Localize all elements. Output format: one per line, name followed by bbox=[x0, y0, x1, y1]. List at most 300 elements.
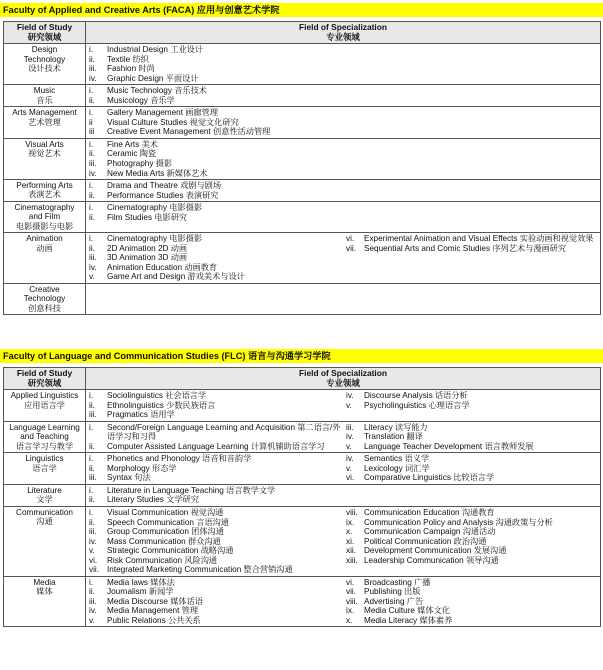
item-label: Comparative Linguistics 比较语言学 bbox=[364, 473, 495, 483]
item-label: Animation Education 动画教育 bbox=[107, 262, 218, 272]
item-number: vi. bbox=[89, 555, 98, 565]
list-item bbox=[86, 191, 600, 201]
item-number: i. bbox=[89, 108, 94, 118]
item-number: ix. bbox=[346, 606, 355, 616]
item-label: Sociolinguistics 社会语言学 bbox=[107, 391, 207, 401]
field-of-study-cell bbox=[4, 107, 86, 139]
list-item bbox=[86, 423, 343, 442]
item-label: Phonetics and Phonology 语音和音韵学 bbox=[107, 454, 252, 464]
item-number: iii. bbox=[346, 422, 354, 432]
field-of-study-label: 音乐 bbox=[36, 95, 53, 105]
item-number: ii. bbox=[89, 243, 95, 253]
specialization-column-left bbox=[86, 508, 343, 575]
item-number: vi. bbox=[346, 234, 355, 244]
list-item bbox=[86, 556, 343, 566]
specialization-cell bbox=[86, 180, 601, 202]
list-item bbox=[86, 108, 600, 118]
item-number: viii. bbox=[346, 596, 358, 606]
field-of-study-label: Technology bbox=[23, 294, 66, 304]
list-item bbox=[343, 537, 600, 547]
item-label: Ethnolinguistics 少数民族语言 bbox=[107, 400, 216, 410]
list-item bbox=[86, 253, 343, 263]
item-label: Mass Communication 群众沟通 bbox=[107, 536, 221, 546]
item-label: Broadcasting 广播 bbox=[364, 577, 431, 587]
list-item bbox=[86, 527, 343, 537]
item-number: i. bbox=[89, 454, 94, 464]
item-number: i. bbox=[89, 139, 94, 149]
item-label: Political Communication 政治沟通 bbox=[364, 536, 487, 546]
specialization-cell bbox=[86, 107, 601, 139]
item-number: iv. bbox=[346, 432, 354, 442]
list-item bbox=[86, 213, 600, 223]
item-label: Pragmatics 语用学 bbox=[107, 410, 175, 420]
item-label: Lexicology 词汇学 bbox=[364, 463, 430, 473]
list-item bbox=[86, 597, 343, 607]
field-of-study-label: and Teaching bbox=[20, 432, 69, 442]
list-item bbox=[86, 587, 343, 597]
list-item bbox=[86, 149, 600, 159]
list-item bbox=[86, 401, 343, 411]
item-number: ii. bbox=[89, 441, 95, 451]
table-row bbox=[4, 453, 601, 485]
specialization-cell bbox=[86, 453, 601, 485]
item-number: x. bbox=[346, 527, 353, 537]
item-number: v. bbox=[89, 272, 95, 282]
item-number: iii. bbox=[89, 64, 97, 74]
list-item bbox=[343, 401, 600, 411]
list-item bbox=[86, 391, 343, 401]
item-number: iv. bbox=[346, 391, 354, 401]
list-item bbox=[86, 181, 600, 191]
field-of-study-label: and Film bbox=[28, 212, 61, 222]
item-label: Semantics 语义学 bbox=[364, 454, 430, 464]
list-item bbox=[86, 118, 600, 128]
item-number: iv. bbox=[89, 606, 97, 616]
specialization-cell bbox=[86, 506, 601, 576]
table-header-row bbox=[4, 368, 601, 390]
item-number: i. bbox=[89, 485, 94, 495]
list-item bbox=[343, 508, 600, 518]
table-row bbox=[4, 85, 601, 107]
item-label: Music Technology 音乐技术 bbox=[107, 86, 207, 96]
item-number: i. bbox=[89, 203, 94, 213]
list-item bbox=[86, 473, 343, 483]
header-field-of-specialization: Field of Specialization 专业领域 bbox=[86, 368, 601, 390]
item-number: v. bbox=[346, 463, 352, 473]
specialization-column-right bbox=[343, 423, 600, 452]
list-item bbox=[343, 606, 600, 616]
item-number: ii. bbox=[89, 54, 95, 64]
table-row bbox=[4, 180, 601, 202]
list-item bbox=[343, 473, 600, 483]
list-item bbox=[86, 508, 343, 518]
list-item bbox=[343, 578, 600, 588]
field-of-study-cell bbox=[4, 138, 86, 179]
list-item bbox=[343, 546, 600, 556]
item-number: i. bbox=[89, 577, 94, 587]
item-number: vii. bbox=[346, 243, 357, 253]
specialization-column-left bbox=[86, 454, 343, 483]
specialization-cell bbox=[86, 138, 601, 179]
item-label: Game Art and Design 游戏美术与设计 bbox=[107, 272, 245, 282]
specialization-column-left bbox=[86, 140, 600, 178]
list-item bbox=[343, 464, 600, 474]
item-label: Media Management 管理 bbox=[107, 606, 199, 616]
list-item bbox=[86, 64, 600, 74]
header-field-of-study: Field of Study 研究领域 bbox=[4, 22, 86, 44]
item-number: i. bbox=[89, 86, 94, 96]
list-item bbox=[86, 86, 600, 96]
list-item bbox=[86, 169, 600, 179]
item-label: Industrial Design 工业设计 bbox=[107, 45, 204, 55]
specialization-cell bbox=[86, 421, 601, 453]
field-of-study-label: 电影摄影与电影 bbox=[15, 221, 74, 231]
field-of-study-label: Performing Arts bbox=[16, 181, 73, 191]
item-label: Computer Assisted Language Learning 计算机辅助语言学习 bbox=[107, 441, 325, 451]
item-label: Fashion 时尚 bbox=[107, 64, 155, 74]
specialization-column-left bbox=[86, 181, 600, 200]
table-row bbox=[4, 576, 601, 627]
list-item bbox=[343, 616, 600, 626]
faculty-title: Faculty of Language and Communication Studies (FLC) 语言与沟通学习学院 bbox=[0, 349, 603, 363]
item-number: i. bbox=[89, 45, 94, 55]
list-item bbox=[343, 442, 600, 452]
item-label: Communication Education 沟通教育 bbox=[364, 507, 495, 517]
item-label: 3D Animation 3D 动画 bbox=[107, 253, 188, 263]
field-of-study-label: Linguistics bbox=[25, 454, 64, 464]
specialization-column-left bbox=[86, 423, 343, 452]
item-label: Cinematography 电影摄影 bbox=[107, 234, 203, 244]
table-row bbox=[4, 138, 601, 179]
list-item bbox=[343, 518, 600, 528]
specialization-cell bbox=[86, 202, 601, 233]
item-label: Photography 摄影 bbox=[107, 158, 173, 168]
field-of-study-label: 动画 bbox=[36, 243, 53, 253]
specialization-column-left bbox=[86, 203, 600, 222]
list-item bbox=[86, 96, 600, 106]
field-of-study-label: Visual Arts bbox=[25, 139, 64, 149]
item-number: iii. bbox=[89, 410, 97, 420]
flc-table bbox=[3, 367, 601, 627]
item-number: vii. bbox=[346, 587, 357, 597]
item-number: iii. bbox=[89, 527, 97, 537]
item-label: Publishing 出版 bbox=[364, 587, 421, 597]
item-label: Translation 翻译 bbox=[364, 432, 423, 442]
item-label: Experimental Animation and Visual Effects 实验动画和视觉效果 bbox=[364, 234, 594, 244]
specialization-column-right bbox=[343, 508, 600, 575]
specialization-column-right bbox=[343, 391, 600, 420]
item-number: ii. bbox=[89, 212, 95, 222]
list-item bbox=[343, 423, 600, 433]
specialization-cell bbox=[86, 44, 601, 85]
item-label: Language Teacher Development 语言教师发展 bbox=[364, 441, 534, 451]
item-number: ii. bbox=[89, 587, 95, 597]
field-of-study-label: 语言学习与教学 bbox=[15, 441, 74, 451]
field-of-study-label: Design bbox=[31, 45, 58, 55]
faculty-flc bbox=[0, 349, 603, 627]
item-label: Syntax 句法 bbox=[107, 473, 151, 483]
faca-rows bbox=[4, 44, 601, 315]
item-label: Gallery Management 画廊管理 bbox=[107, 108, 219, 118]
item-number: ii. bbox=[89, 495, 95, 505]
field-of-study-label: Media bbox=[33, 577, 56, 587]
item-number: ii. bbox=[89, 149, 95, 159]
field-of-study-label: 沟通 bbox=[36, 517, 53, 527]
list-item bbox=[86, 263, 343, 273]
specialization-column-left bbox=[86, 486, 600, 505]
item-number: v. bbox=[89, 546, 95, 556]
item-number: vi. bbox=[346, 577, 355, 587]
item-number: iv. bbox=[89, 536, 97, 546]
field-of-study-label: Arts Management bbox=[12, 108, 77, 118]
header-field-of-study: Field of Study 研究领域 bbox=[4, 368, 86, 390]
table-row bbox=[4, 484, 601, 506]
item-label: Integrated Marketing Communication 整合营销沟通 bbox=[107, 565, 293, 575]
list-item bbox=[86, 74, 600, 84]
item-number: i. bbox=[89, 234, 94, 244]
item-label: Morphology 形态学 bbox=[107, 463, 177, 473]
field-of-study-cell bbox=[4, 44, 86, 85]
table-row bbox=[4, 107, 601, 139]
item-label: Communication Policy and Analysis 沟通政策与分析 bbox=[364, 517, 553, 527]
specialization-column-left bbox=[86, 578, 343, 626]
item-number: v. bbox=[89, 615, 95, 625]
list-item bbox=[343, 244, 600, 254]
list-item bbox=[86, 410, 343, 420]
list-item bbox=[86, 537, 343, 547]
item-number: iv. bbox=[89, 168, 97, 178]
list-item bbox=[86, 234, 343, 244]
item-label: Second/Foreign Language Learning and Acquisition 第二语言/外语学习和习得 bbox=[107, 422, 341, 442]
list-item bbox=[86, 495, 600, 505]
field-of-study-label: Creative bbox=[29, 284, 60, 294]
list-item bbox=[343, 527, 600, 537]
specialization-column-left bbox=[86, 86, 600, 105]
field-of-study-label: 应用语言学 bbox=[24, 400, 65, 410]
table-header-row bbox=[4, 22, 601, 44]
specialization-column-left bbox=[86, 108, 600, 137]
field-of-study-label: 文学 bbox=[36, 495, 53, 505]
specialization-column-left bbox=[86, 45, 600, 83]
specialization-cell bbox=[86, 484, 601, 506]
field-of-study-label: 视觉艺术 bbox=[28, 149, 61, 159]
item-number: v. bbox=[346, 441, 352, 451]
table-row bbox=[4, 283, 601, 314]
field-of-study-label: Animation bbox=[26, 234, 63, 244]
field-of-study-label: 媒体 bbox=[36, 587, 53, 597]
item-number: xiii. bbox=[346, 555, 358, 565]
item-number: iii. bbox=[89, 596, 97, 606]
specialization-cell bbox=[86, 233, 601, 284]
list-item bbox=[86, 578, 343, 588]
item-label: Communication Campaign 沟通活动 bbox=[364, 527, 496, 537]
item-number: v. bbox=[346, 400, 352, 410]
header-field-of-specialization: Field of Specialization 专业领域 bbox=[86, 22, 601, 44]
item-label: Fine Arts 美术 bbox=[107, 139, 158, 149]
item-label: Literary Studies 文学研究 bbox=[107, 495, 199, 505]
field-of-study-cell bbox=[4, 390, 86, 422]
list-item bbox=[86, 55, 600, 65]
list-item bbox=[343, 234, 600, 244]
item-label: Discourse Analysis 话语分析 bbox=[364, 391, 468, 401]
item-number: iii. bbox=[89, 158, 97, 168]
item-number: i. bbox=[89, 422, 94, 432]
item-number: xii. bbox=[346, 546, 357, 556]
list-item bbox=[86, 616, 343, 626]
item-label: Media Literacy 媒体素养 bbox=[364, 615, 453, 625]
specialization-cell bbox=[86, 576, 601, 627]
field-of-study-label: Technology bbox=[23, 54, 66, 64]
item-number: viii. bbox=[346, 507, 358, 517]
item-number: ii. bbox=[89, 517, 95, 527]
item-label: Drama and Theatre 戏剧与剧场 bbox=[107, 181, 222, 191]
item-number: xi. bbox=[346, 536, 355, 546]
item-number: ii. bbox=[89, 190, 95, 200]
field-of-study-cell bbox=[4, 453, 86, 485]
table-row bbox=[4, 390, 601, 422]
list-item bbox=[86, 203, 600, 213]
item-number: vi. bbox=[346, 473, 355, 483]
field-of-study-cell bbox=[4, 421, 86, 453]
field-of-study-cell bbox=[4, 283, 86, 314]
item-label: Visual Communication 视觉沟通 bbox=[107, 507, 224, 517]
specialization-column-right bbox=[343, 454, 600, 483]
specialization-cell bbox=[86, 283, 601, 314]
item-label: Psycholinguistics 心理语言学 bbox=[364, 400, 470, 410]
table-row bbox=[4, 44, 601, 85]
field-of-study-label: Cinematography bbox=[14, 203, 75, 213]
item-number: iv. bbox=[89, 73, 97, 83]
item-label: Leadership Communication 领导沟通 bbox=[364, 555, 499, 565]
list-item bbox=[86, 442, 343, 452]
field-of-study-label: 艺术管理 bbox=[28, 117, 61, 127]
item-label: Media laws 媒体法 bbox=[107, 577, 175, 587]
item-label: Speech Communication 言语沟通 bbox=[107, 517, 229, 527]
specialization-column-left bbox=[86, 391, 343, 420]
field-of-study-label: Communication bbox=[16, 507, 73, 517]
item-number: ii. bbox=[89, 400, 95, 410]
item-number: iv. bbox=[346, 454, 354, 464]
item-label: Media Culture 媒体文化 bbox=[364, 606, 450, 616]
item-label: Journalism 新闻学 bbox=[107, 587, 174, 597]
item-label: Sequential Arts and Comic Studies 序列艺术与漫画研究 bbox=[364, 243, 567, 253]
specialization-cell bbox=[86, 390, 601, 422]
specialization-cell bbox=[86, 85, 601, 107]
item-number: iv. bbox=[89, 262, 97, 272]
item-number: ii bbox=[89, 117, 93, 127]
field-of-study-label: 表演艺术 bbox=[28, 190, 61, 200]
field-of-study-label: 设计技术 bbox=[28, 64, 61, 74]
item-label: Visual Culture Studies 视觉文化研究 bbox=[107, 117, 239, 127]
item-label: Literature in Language Teaching 语言教学文学 bbox=[107, 485, 276, 495]
field-of-study-cell bbox=[4, 506, 86, 576]
list-item bbox=[86, 244, 343, 254]
list-item bbox=[343, 432, 600, 442]
field-of-study-cell bbox=[4, 202, 86, 233]
field-of-study-label: 语言学 bbox=[32, 463, 57, 473]
list-item bbox=[86, 159, 600, 169]
item-label: Development Communication 发展沟通 bbox=[364, 546, 507, 556]
item-label: Public Relations 公共关系 bbox=[107, 615, 201, 625]
item-label: Creative Event Management 创意性活动管理 bbox=[107, 127, 271, 137]
table-row bbox=[4, 202, 601, 233]
item-number: ii. bbox=[89, 95, 95, 105]
item-number: vii. bbox=[89, 565, 100, 575]
flc-rows bbox=[4, 390, 601, 627]
field-of-study-cell bbox=[4, 484, 86, 506]
item-label: Cinematography 电影摄影 bbox=[107, 203, 203, 213]
list-item bbox=[86, 45, 600, 55]
item-label: Group Communication 团体沟通 bbox=[107, 527, 224, 537]
item-label: Film Studies 电影研究 bbox=[107, 212, 188, 222]
field-of-study-label: 创意科技 bbox=[28, 303, 61, 313]
item-number: i. bbox=[89, 391, 94, 401]
item-number: ii. bbox=[89, 463, 95, 473]
list-item bbox=[343, 454, 600, 464]
faculty-faca bbox=[0, 3, 603, 315]
faculty-title: Faculty of Applied and Creative Arts (FACA) 应用与创意艺术学院 bbox=[0, 3, 603, 17]
field-of-study-label: Literature bbox=[27, 485, 62, 495]
list-item bbox=[343, 556, 600, 566]
faca-table bbox=[3, 21, 601, 315]
list-item bbox=[86, 272, 343, 282]
table-row bbox=[4, 506, 601, 576]
list-item bbox=[343, 587, 600, 597]
list-item bbox=[86, 127, 600, 137]
item-label: Graphic Design 平面设计 bbox=[107, 73, 199, 83]
field-of-study-cell bbox=[4, 180, 86, 202]
list-item bbox=[86, 454, 343, 464]
item-label: Media Discourse 媒体话语 bbox=[107, 596, 203, 606]
item-number: i. bbox=[89, 181, 94, 191]
item-number: i. bbox=[89, 507, 94, 517]
item-number: iii. bbox=[89, 253, 97, 263]
list-item bbox=[343, 391, 600, 401]
item-label: Risk Communication 风险沟通 bbox=[107, 555, 218, 565]
item-label: 2D Animation 2D 动画 bbox=[107, 243, 188, 253]
field-of-study-label: Language Learning bbox=[9, 422, 80, 432]
specialization-column-right bbox=[343, 578, 600, 626]
item-label: Ceramic 陶瓷 bbox=[107, 149, 157, 159]
item-label: Performance Studies 表演研究 bbox=[107, 190, 219, 200]
item-label: Literacy 读写能力 bbox=[364, 422, 428, 432]
item-label: Advertising 广告 bbox=[364, 596, 424, 606]
specialization-column-right bbox=[343, 234, 600, 282]
list-item bbox=[86, 546, 343, 556]
field-of-study-cell bbox=[4, 233, 86, 284]
field-of-study-cell bbox=[4, 576, 86, 627]
item-number: iii. bbox=[89, 473, 97, 483]
list-item bbox=[86, 565, 343, 575]
list-item bbox=[86, 140, 600, 150]
list-item bbox=[343, 597, 600, 607]
list-item bbox=[86, 464, 343, 474]
item-number: iii bbox=[89, 127, 95, 137]
table-row bbox=[4, 421, 601, 453]
item-label: Strategic Communication 战略沟通 bbox=[107, 546, 234, 556]
field-of-study-label: Applied Linguistics bbox=[10, 391, 79, 401]
item-label: New Media Arts 新媒体艺术 bbox=[107, 168, 208, 178]
list-item bbox=[86, 518, 343, 528]
list-item bbox=[86, 606, 343, 616]
item-number: x. bbox=[346, 615, 353, 625]
specialization-column-left bbox=[86, 234, 343, 282]
table-row bbox=[4, 233, 601, 284]
item-label: Textile 纺织 bbox=[107, 54, 149, 64]
item-label: Musicology 音乐学 bbox=[107, 95, 175, 105]
field-of-study-cell bbox=[4, 85, 86, 107]
item-number: ix. bbox=[346, 517, 355, 527]
